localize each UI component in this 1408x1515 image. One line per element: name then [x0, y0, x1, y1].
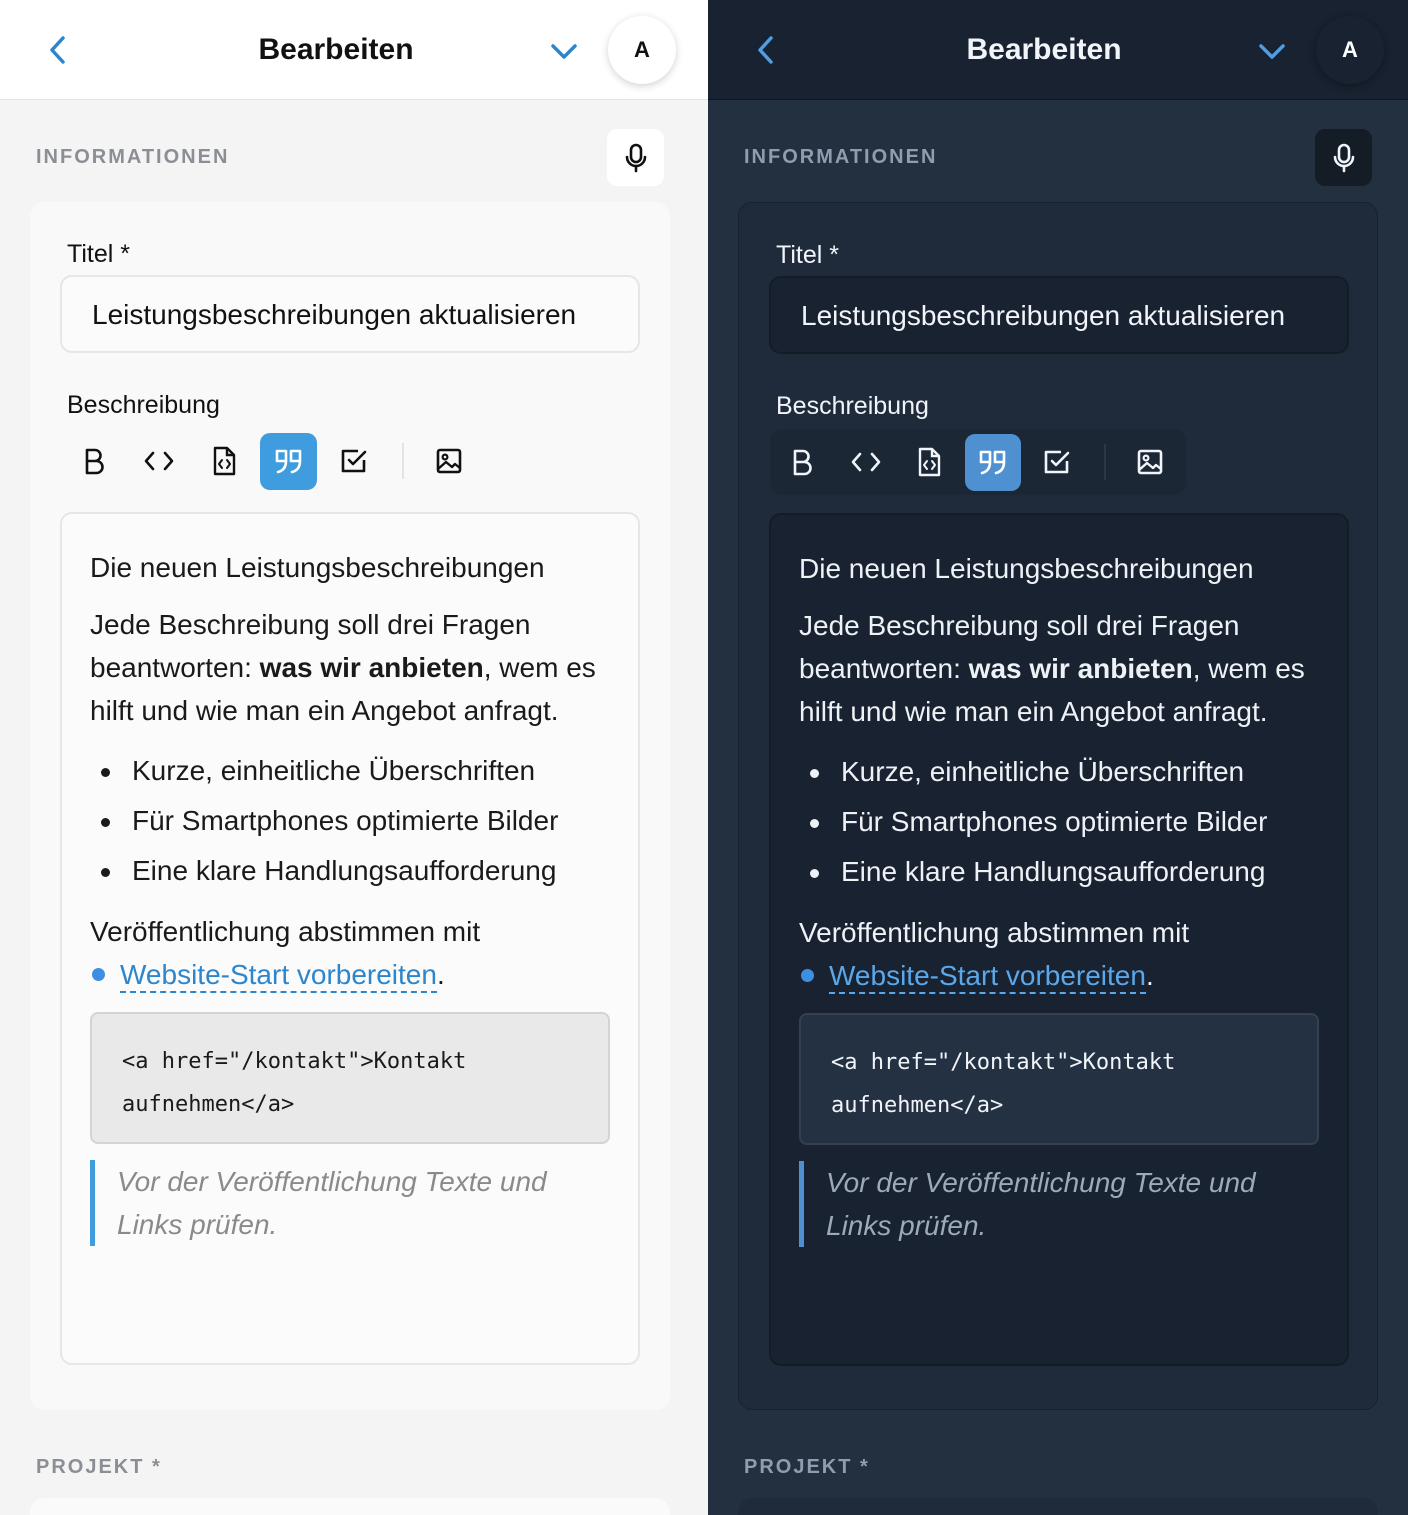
section-label-informationen: INFORMATIONEN [744, 146, 938, 168]
inline-code-button[interactable] [838, 434, 894, 491]
list-item: Für Smartphones optimierte Bilder [90, 796, 610, 846]
code-icon [851, 451, 881, 473]
editor-bullet-list [90, 746, 610, 896]
section-label-projekt: PROJEKT * [744, 1456, 870, 1478]
expand-button[interactable] [542, 30, 586, 74]
description-editor[interactable] [769, 513, 1349, 1366]
status-dot-icon [801, 969, 814, 982]
section-label-projekt: PROJEKT * [36, 1456, 162, 1478]
title-label: Titel * [776, 241, 839, 269]
list-item: Kurze, einheitliche Überschriften [90, 746, 610, 796]
project-card[interactable] [30, 1498, 670, 1515]
quote-button[interactable] [965, 434, 1021, 491]
task-link[interactable]: Website-Start vorbereiten [829, 960, 1146, 994]
link-intro-text: Veröffentlichung abstimmen mit [799, 917, 1190, 948]
code-block-button[interactable] [195, 433, 252, 490]
list-item: Kurze, einheitliche Überschriften [799, 747, 1319, 797]
bold-icon [790, 448, 814, 476]
code-block-button[interactable] [901, 434, 957, 491]
checkbox-button[interactable] [1029, 434, 1085, 491]
paragraph-text: Jede Beschreibung soll drei Fragen beantworten: [90, 609, 531, 683]
page-title: Bearbeiten [966, 33, 1122, 66]
voice-input-button[interactable] [607, 129, 664, 186]
quote-icon [978, 448, 1008, 476]
header [708, 0, 1408, 100]
list-item: Eine klare Handlungsaufforderung [90, 846, 610, 896]
code-file-icon [211, 446, 237, 476]
code-line: <a href="/kontakt">Kontakt [122, 1049, 467, 1074]
task-link[interactable]: Website-Start vorbereiten [120, 959, 437, 993]
editor-heading: Die neuen Leistungsbeschreibungen [90, 552, 545, 583]
paragraph-text-end: , wem es hilft und wie man ein Angebot anfragt. [799, 653, 1305, 727]
image-icon [1136, 448, 1164, 476]
bold-icon [82, 447, 106, 475]
toolbar-divider [402, 443, 404, 479]
title-input[interactable]: Leistungsbeschreibungen aktualisieren [769, 276, 1349, 354]
description-label: Beschreibung [67, 391, 220, 419]
code-line: <a href="/kontakt">Kontakt [831, 1050, 1176, 1075]
link-period: . [436, 959, 445, 990]
chevron-down-icon [550, 43, 578, 61]
description-label: Beschreibung [776, 392, 929, 420]
bold-button[interactable] [774, 434, 830, 491]
microphone-icon [1333, 143, 1355, 173]
chevron-down-icon [1258, 43, 1286, 61]
title-label: Titel * [67, 240, 130, 268]
image-button[interactable] [1122, 434, 1178, 491]
editor-toolbar [770, 429, 1186, 495]
list-item: Für Smartphones optimierte Bilder [799, 797, 1319, 847]
link-intro-text: Veröffentlichung abstimmen mit [90, 916, 481, 947]
header [0, 0, 708, 100]
editor-toolbar [61, 428, 485, 494]
paragraph-text: Jede Beschreibung soll drei Fragen beantworten: [799, 610, 1240, 684]
quote-button[interactable] [260, 433, 317, 490]
link-period: . [1145, 960, 1154, 991]
checkbox-button[interactable] [325, 433, 382, 490]
toolbar-divider [1104, 444, 1106, 480]
description-editor[interactable] [60, 512, 640, 1365]
checkbox-icon [1043, 448, 1071, 476]
code-block [799, 1013, 1319, 1145]
code-line: aufnehmen</a> [831, 1093, 1004, 1118]
dark-theme-panel [708, 0, 1408, 1515]
title-input[interactable]: Leistungsbeschreibungen aktualisieren [60, 275, 640, 353]
code-file-icon [916, 447, 942, 477]
checkbox-icon [340, 447, 368, 475]
editor-heading: Die neuen Leistungsbeschreibungen [799, 553, 1254, 584]
code-line: aufnehmen</a> [122, 1092, 295, 1117]
code-icon [144, 450, 174, 472]
editor-link-paragraph [90, 910, 610, 996]
paragraph-bold-text: was wir anbieten [968, 653, 1193, 684]
bold-button[interactable] [65, 433, 122, 490]
avatar[interactable]: A [608, 16, 676, 84]
section-label-informationen: INFORMATIONEN [36, 146, 230, 168]
editor-link-paragraph [799, 911, 1319, 997]
microphone-icon [625, 143, 647, 173]
expand-button[interactable] [1250, 30, 1294, 74]
status-dot-icon [92, 968, 105, 981]
info-card [738, 202, 1378, 1410]
blockquote: Vor der Veröffentlichung Texte und Links prüfen. [799, 1161, 1319, 1247]
voice-input-button[interactable] [1315, 129, 1372, 186]
paragraph-text-end: , wem es hilft und wie man ein Angebot anfragt. [90, 652, 596, 726]
blockquote: Vor der Veröffentlichung Texte und Links prüfen. [90, 1160, 610, 1246]
editor-paragraph [799, 604, 1319, 733]
avatar[interactable]: A [1316, 16, 1384, 84]
code-block [90, 1012, 610, 1144]
inline-code-button[interactable] [130, 433, 187, 490]
quote-icon [274, 447, 304, 475]
editor-bullet-list [799, 747, 1319, 897]
image-icon [435, 447, 463, 475]
image-button[interactable] [420, 433, 477, 490]
page-title: Bearbeiten [258, 33, 414, 66]
paragraph-bold-text: was wir anbieten [259, 652, 484, 683]
project-card[interactable] [738, 1498, 1378, 1515]
editor-paragraph [90, 603, 610, 732]
list-item: Eine klare Handlungsaufforderung [799, 847, 1319, 897]
info-card [30, 202, 670, 1410]
